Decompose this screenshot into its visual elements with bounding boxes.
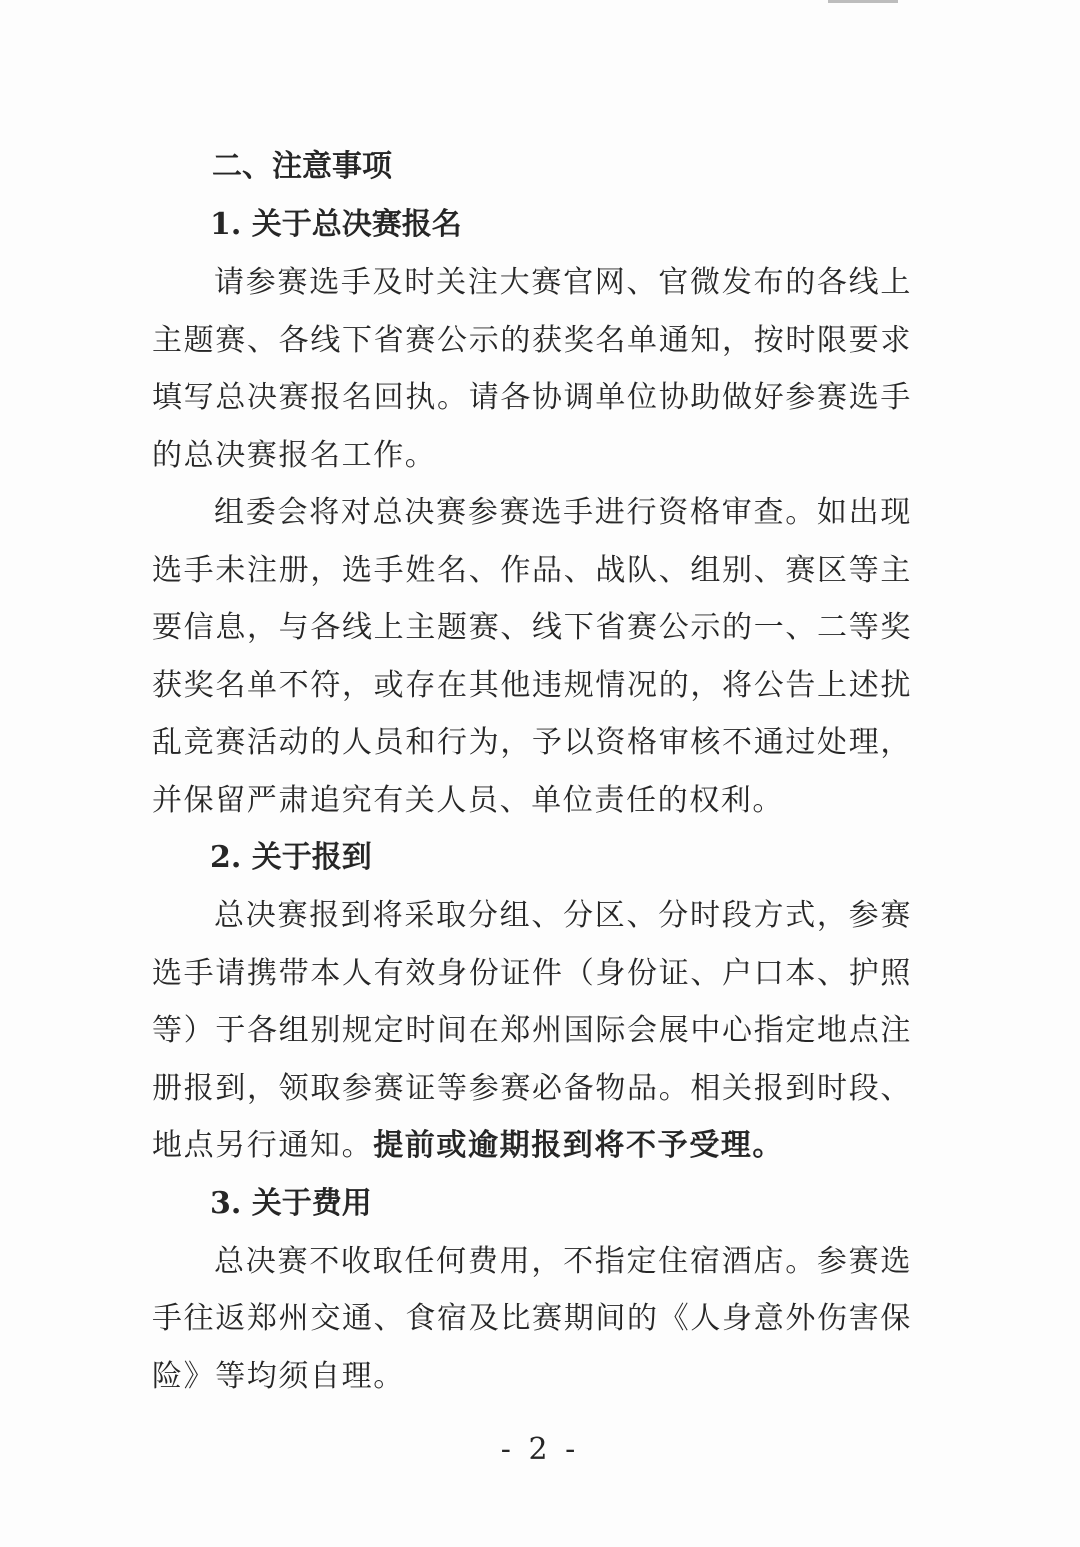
item2-emphasis-text: 提前或逾期报到将不予受理。: [373, 1128, 785, 1163]
item1-paragraph-2: 组委会将对总决赛参赛选手进行资格审查。如出现选手未注册，选手姓名、作品、战队、组别、赛区等主要信息，与各线上主题赛、线下省赛公示的一、二等奖获奖名单不符，或存在其他违规情况的，将公告上述扰乱竞赛活动的人员和行为，予以资格审核不通过处理，并保留严肃追究有关人员、单位责任的权利。: [152, 495, 912, 818]
item1-title: 1. 关于总决赛报名: [210, 207, 462, 242]
item3-paragraph-1: 总决赛不收取任何费用，不指定住宿酒店。参赛选手往返郑州交通、食宿及比赛期间的《人身意外伤害保险》等均须自理。: [152, 1243, 912, 1394]
item1-paragraph-1: 请参赛选手及时关注大赛官网、官微发布的各线上主题赛、各线下省赛公示的获奖名单通知，按时限要求填写总决赛报名回执。请各协调单位协助做好参赛选手的总决赛报名工作。: [152, 265, 912, 473]
item2-paragraph-1: [152, 887, 912, 1175]
page-number: - 2 -: [500, 1432, 580, 1467]
scan-edge-mark: [828, 0, 898, 3]
item3-title: 3. 关于费用: [210, 1185, 372, 1221]
page-body: [152, 138, 912, 1405]
item2-title: 2. 关于报到: [210, 840, 372, 875]
item2-paragraph-text: 总决赛报到将采取分组、分区、分时段方式，参赛选手请携带本人有效身份证件（身份证、户口本、护照等）于各组别规定时间在郑州国际会展中心指定地点注册报到，领取参赛证等参赛必备物品。相关报到时段、地点另行通知。: [152, 898, 912, 1163]
section-heading: 二、注意事项: [212, 149, 392, 184]
